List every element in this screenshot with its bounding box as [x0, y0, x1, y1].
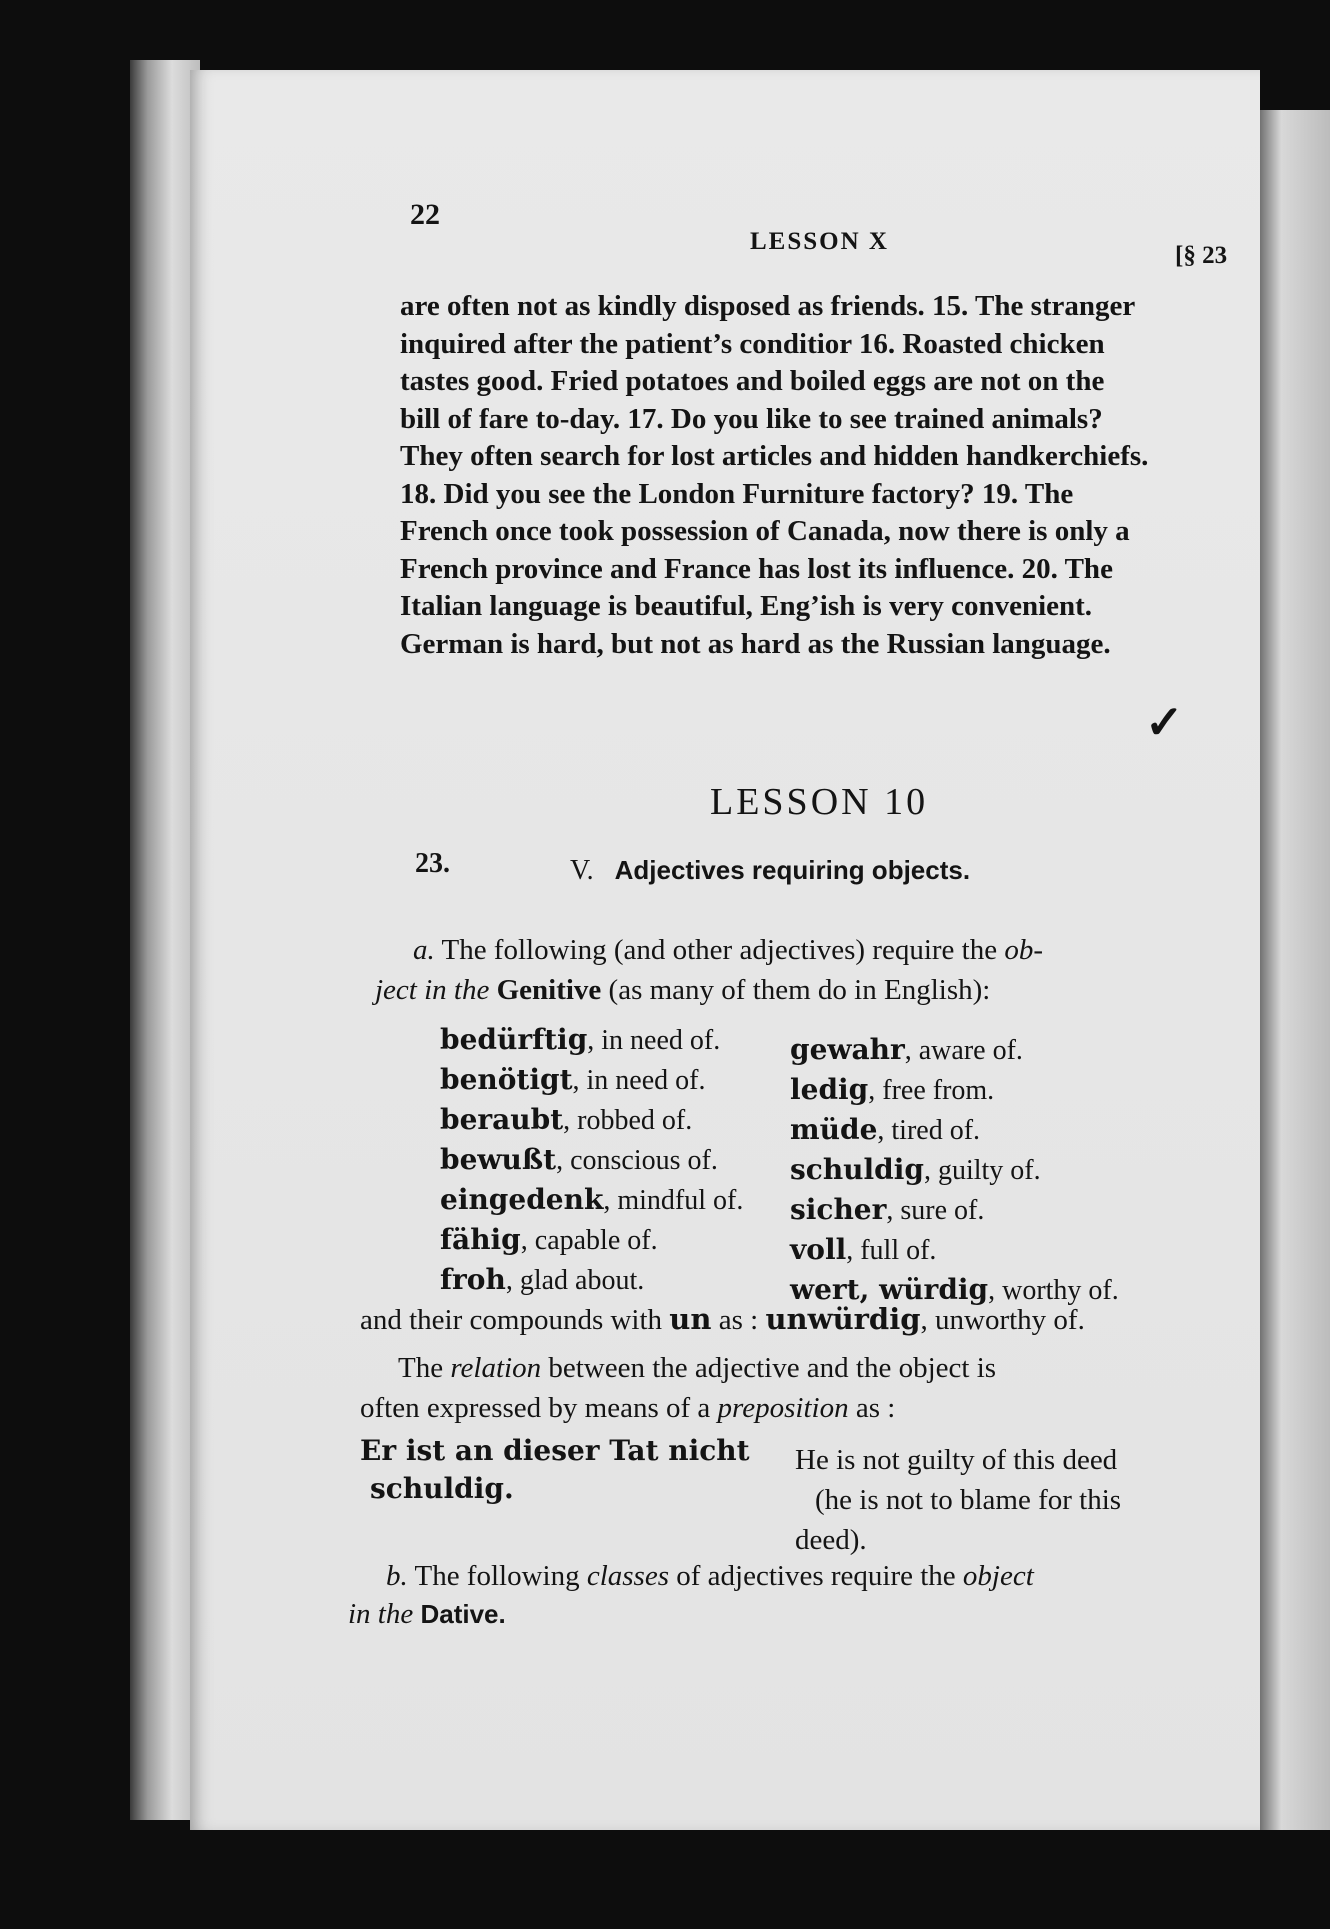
text-line: French once took possession of Canada, now there is only a	[400, 515, 1130, 547]
text-line: are often not as kindly disposed as friends. 15. The stranger	[400, 290, 1136, 322]
list-item: bedürftig, in need of.	[440, 1023, 721, 1056]
text-line: tastes good. Fried potatoes and boiled eggs are not on the	[400, 365, 1105, 397]
text-line: Italian language is beautiful, Eng’ish is very convenient.	[400, 590, 1093, 622]
para-text: The following (and other adjectives) require the	[434, 934, 1005, 966]
text-line: bill of fare to-day. 17. Do you like to see trained animals?	[400, 402, 1103, 435]
para-emphasis: ob-	[1004, 934, 1044, 966]
para-label: a.	[413, 934, 435, 966]
list-item: eingedenk, mindful of.	[440, 1183, 744, 1216]
running-head: LESSON X	[750, 228, 889, 255]
list-item: schuldig, guilty of.	[790, 1153, 1041, 1186]
para-emphasis: classes	[586, 1560, 670, 1592]
list-item: voll, full of.	[790, 1233, 937, 1266]
list-item: froh, glad about.	[440, 1263, 645, 1296]
para-label: b.	[386, 1560, 408, 1592]
page-number: 22	[410, 198, 440, 231]
compounds-line: and their compounds with un as : unwürdig, unworthy of.	[360, 1302, 1085, 1336]
list-item: gewahr, aware of.	[790, 1033, 1023, 1066]
exercise-text	[400, 288, 1240, 663]
list-item: beraubt, robbed of.	[440, 1103, 693, 1136]
para-emphasis: preposition	[717, 1392, 849, 1424]
list-item: bewußt, conscious of.	[440, 1143, 718, 1176]
text-line: inquired after the patient’s conditior 16. Roasted chicken	[400, 327, 1105, 360]
para-text: (as many of them do in English):	[601, 974, 991, 1006]
section-heading: Adjectives requiring objects.	[614, 855, 971, 885]
section-roman: V.	[570, 855, 594, 886]
para-emphasis: relation	[450, 1352, 542, 1384]
text-line: German is hard, but not as hard as the Russian language.	[400, 627, 1111, 660]
para-emphasis: ject in the	[375, 974, 490, 1006]
lesson-title: LESSON 10	[710, 781, 929, 823]
book-page	[190, 70, 1260, 1830]
text-line: French province and France has lost its influence. 20. The	[400, 552, 1113, 585]
list-item: wert, würdig, worthy of.	[790, 1273, 1119, 1306]
para-emphasis: in the	[348, 1598, 414, 1630]
list-item: sicher, sure of.	[790, 1193, 985, 1226]
example-german: Er ist an dieser Tat nicht schuldig.	[360, 1434, 750, 1505]
para-bold: Genitive	[489, 974, 602, 1006]
genitive-list-right	[790, 1030, 1119, 1310]
checkmark-annotation: ✓	[1145, 697, 1184, 748]
genitive-list-left	[440, 1020, 743, 1300]
text-line: They often search for lost articles and hidden handkerchiefs.	[400, 440, 1149, 472]
section-title	[570, 855, 970, 887]
list-item: müde, tired of.	[790, 1113, 981, 1146]
list-item: ledig, free from.	[790, 1073, 995, 1106]
relation-paragraph: The relation between the adjective and the object is often expressed by means of a preposition as :	[360, 1352, 997, 1424]
list-item: benötigt, in need of.	[440, 1063, 706, 1096]
para-bold: Dative.	[413, 1599, 506, 1629]
page-edge	[1255, 110, 1330, 1830]
paragraph-a	[375, 930, 1205, 1010]
text-line: 18. Did you see the London Furniture factory? 19. The	[400, 477, 1074, 510]
section-number: 23.	[415, 848, 450, 879]
list-item: fähig, capable of.	[440, 1223, 658, 1256]
paragraph-b: b. The following classes of adjectives require the object in the Dative.	[348, 1560, 1034, 1630]
para-emphasis: object	[962, 1560, 1034, 1592]
section-reference: [§ 23	[1175, 242, 1228, 269]
example-english: He is not guilty of this deed (he is not to blame for this deed).	[795, 1444, 1122, 1556]
